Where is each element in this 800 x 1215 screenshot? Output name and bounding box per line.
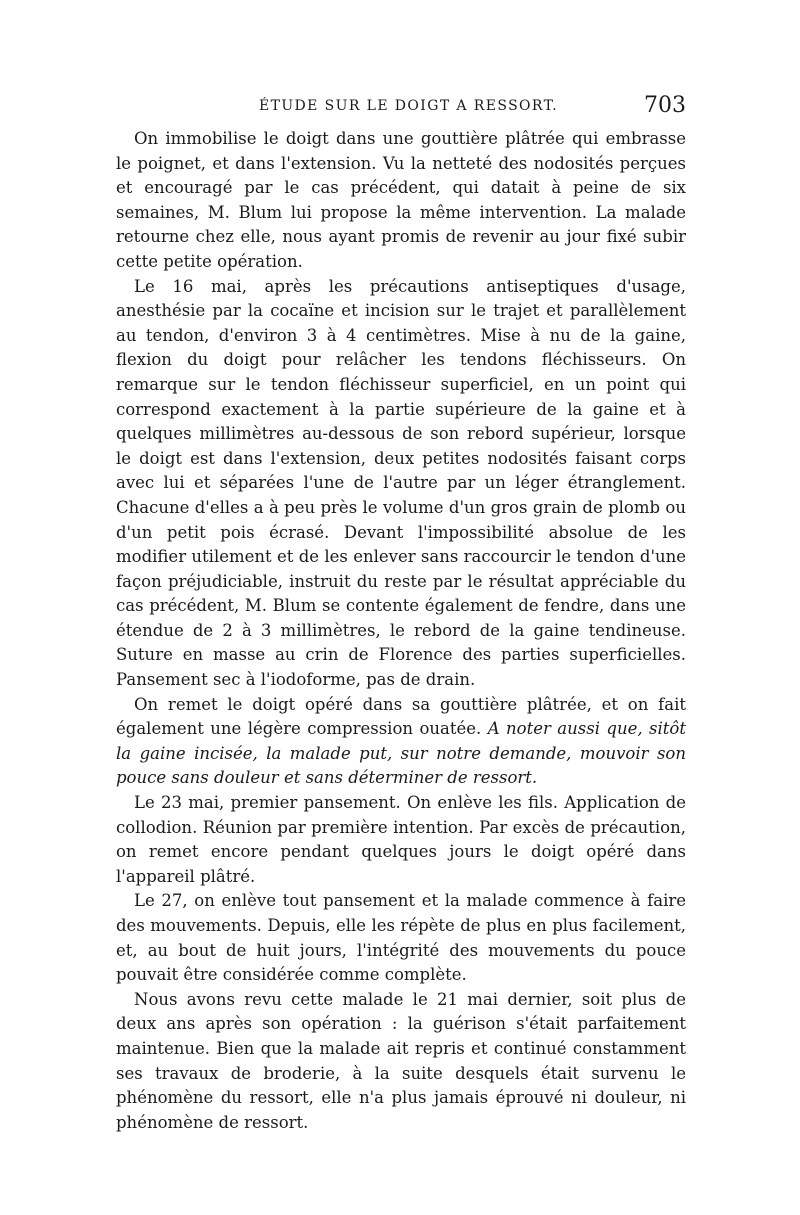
paragraph-5: Le 27, on enlève tout pansement et la malade commence à faire des mouvements. Depuis, elle les répète de plus en plus facilement, et, au bout de huit jours, l'intégrité des mouvements du pouce pouvait être considérée comme complète. [116,891,686,985]
paragraph-2: Le 16 mai, après les précautions antiseptiques d'usage, anesthésie par la cocaïne et incision sur le trajet et parallèlement au tendon, d'environ 3 à 4 centimètres. Mise à nu de la gaine, flexion du doigt pour relâcher les tendons fléchisseurs. On remarque sur le tendon fléchisseur superficiel, en un point qui correspond exactement à la partie supérieure de la gaine et à quelques millimètres au-dessous de son rebord supérieur, lorsque le doigt est dans l'extension, deux petites nodosités faisant corps avec lui et séparées l'une de l'autre par un léger étranglement. Chacune d'elles a à peu près le volume d'un gros grain de plomb ou d'un petit pois écrasé. Devant l'impossibilité absolue de les modifier utilement et de les enlever sans raccourcir le tendon d'une façon préjudiciable, instruit du reste par le résultat appréciable du cas précédent, M. Blum se contente également de fendre, dans une étendue de 2 à 3 millimètres, le rebord de la gaine tendineuse. Suture en masse au crin de Florence des parties superficielles. Pansement sec à l'iodoforme, pas de drain. [116,276,686,690]
paragraph-3-italic: A noter aussi que, sitôt la gaine incisée, la malade put, sur notre demande, mouvoir son pouce sans douleur et sans déterminer de ressort. [116,719,686,788]
body-text [116,127,686,1135]
paragraph-1: On immobilise le doigt dans une gouttière plâtrée qui embrasse le poignet, et dans l'extension. Vu la netteté des nodosités perçues et encouragé par le cas précédent, qui datait à peine de six semaines, M. Blum lui propose la même intervention. La malade retourne chez elle, nous ayant promis de revenir au jour fixé subir cette petite opération. [116,129,686,271]
paragraph-3 [116,693,686,791]
paragraph-3-text: On remet le doigt opéré dans sa gouttière plâtrée, et on fait également une légère compression ouatée. [116,694,686,739]
paragraph-4: Le 23 mai, premier pansement. On enlève les fils. Application de collodion. Réunion par première intention. Par excès de précaution, on remet encore pendant quelques jours le doigt opéré dans l'appareil plâtré. [116,793,686,886]
page-number: 703 [644,93,686,118]
paragraph-6: Nous avons revu cette malade le 21 mai dernier, soit plus de deux ans après son opération : la guérison s'était parfaitement maintenue. Bien que la malade ait repris et continué constamment ses travaux de broderie, à la suite desquels était survenu le phénomène du ressort, elle n'a plus jamais éprouvé ni douleur, ni phénomène de ressort. [116,989,686,1132]
page-header [116,93,686,123]
running-title: ÉTUDE SUR LE DOIGT A RESSORT. [259,98,559,114]
